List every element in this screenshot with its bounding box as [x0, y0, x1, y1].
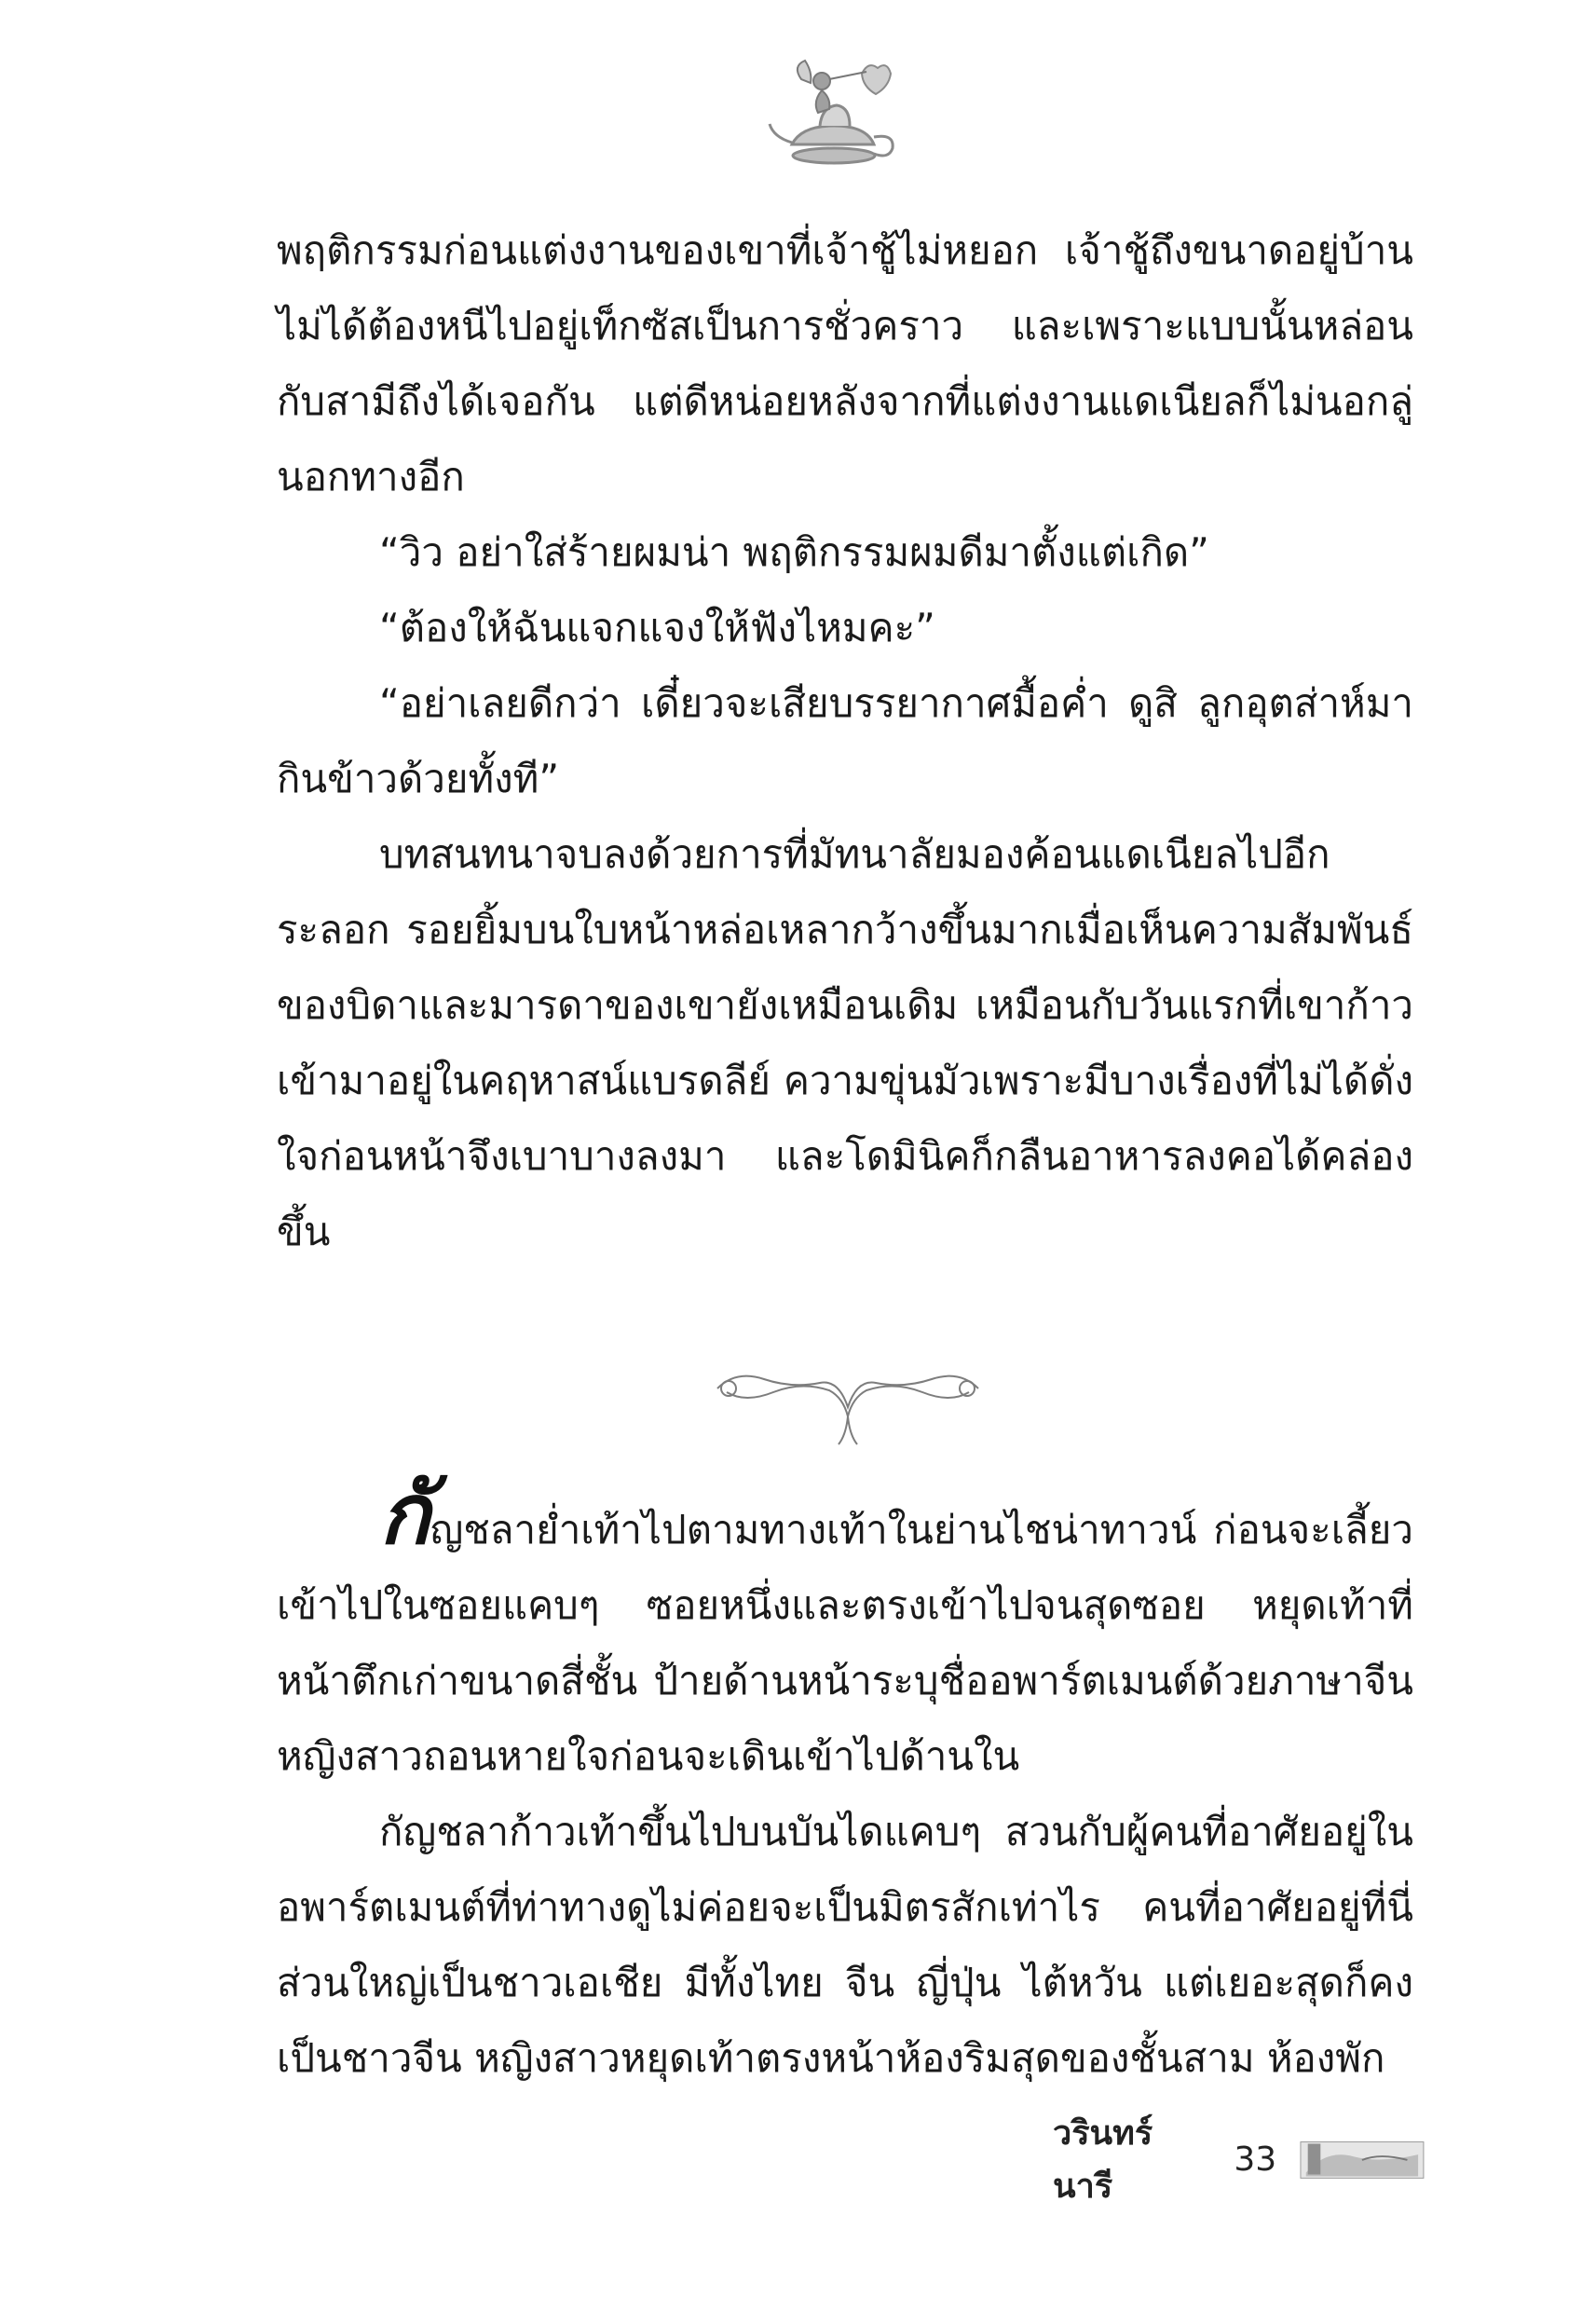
- text-block-lower: [277, 1466, 1413, 2096]
- paragraph-with-dropcap: [277, 1466, 1413, 1794]
- book-title: วรินทร์นารี: [1053, 2114, 1153, 2206]
- teapot-cupid-ornament-icon: [764, 51, 904, 172]
- bed-scene-icon: [1299, 2136, 1425, 2182]
- flourish-divider-icon: [708, 1351, 988, 1463]
- paragraph: กัญชลาก้าวเท้าขึ้นไปบนบันไดแคบๆ สวนกับผู้คนที่อาศัยอยู่ในอพาร์ตเมนต์ที่ท่าทางดูไม่ค่อยจะเป็นมิตรสักเท่าไร คนที่อาศัยอยู่ที่นี่ส่วนใหญ่เป็นชาวเอเชีย มีทั้งไทย จีน ญี่ปุ่น ไต้หวัน แต่เยอะสุดก็คงเป็นชาวจีน หญิงสาวหยุดเท้าตรงหน้าห้องริมสุดของชั้นสาม ห้องพัก: [277, 1809, 1413, 2081]
- paragraph-text: ญชลาย่ำเท้าไปตามทางเท้าในย่านไชน่าทาวน์ ก่อนจะเลี้ยวเข้าไปในซอยแคบๆ ซอยหนึ่งและตรงเข้าไปจนสุดซอย หยุดเท้าที่หน้าตึกเก่าขนาดสี่ชั้น ป้ายด้านหน้าระบุชื่ออพาร์ตเมนต์ด้วยภาษาจีน หญิงสาวถอนหายใจก่อนจะเดินเข้าไปด้านใน: [277, 1507, 1413, 1779]
- paragraph: “วิว อย่าใส่ร้ายผมน่า พฤติกรรมผมดีมาตั้งแต่เกิด”: [379, 529, 1209, 575]
- page-footer: [1053, 2114, 1425, 2206]
- paragraph: “อย่าเลยดีกว่า เดี๋ยวจะเสียบรรยากาศมื้อค่ำ ดูสิ ลูกอุตส่าห์มากินข้าวด้วยทั้งที”: [277, 680, 1413, 801]
- paragraph: พฤติกรรมก่อนแต่งงานของเขาที่เจ้าชู้ไม่หยอก เจ้าชู้ถึงขนาดอยู่บ้านไม่ได้ต้องหนีไปอยู่เท็กซัสเป็นการชั่วคราว และเพราะแบบนั้นหล่อนกับสามีถึงได้เจอกัน แต่ดีหน่อยหลังจากที่แต่งงานแดเนียลก็ไม่นอกลู่นอกทางอีก: [277, 227, 1413, 499]
- page-number: 33: [1234, 2140, 1277, 2179]
- paragraph: บทสนทนาจบลงด้วยการที่มัทนาลัยมองค้อนแดเนียลไปอีกระลอก รอยยิ้มบนใบหน้าหล่อเหลากว้างขึ้นมากเมื่อเห็นความสัมพันธ์ของบิดาและมารดาของเขายังเหมือนเดิม เหมือนกับวันแรกที่เขาก้าวเข้ามาอยู่ในคฤหาสน์แบรดลีย์ ความขุ่นมัวเพราะมีบางเรื่องที่ไม่ได้ดั่งใจก่อนหน้าจึงเบาบางลงมา และโดมินิคก็กลืนอาหารลงคอได้คล่องขึ้น: [277, 831, 1413, 1254]
- drop-cap: กั: [379, 1466, 430, 1564]
- text-block-upper: [277, 212, 1413, 1269]
- paragraph: “ต้องให้ฉันแจกแจงให้ฟังไหมคะ”: [379, 605, 935, 650]
